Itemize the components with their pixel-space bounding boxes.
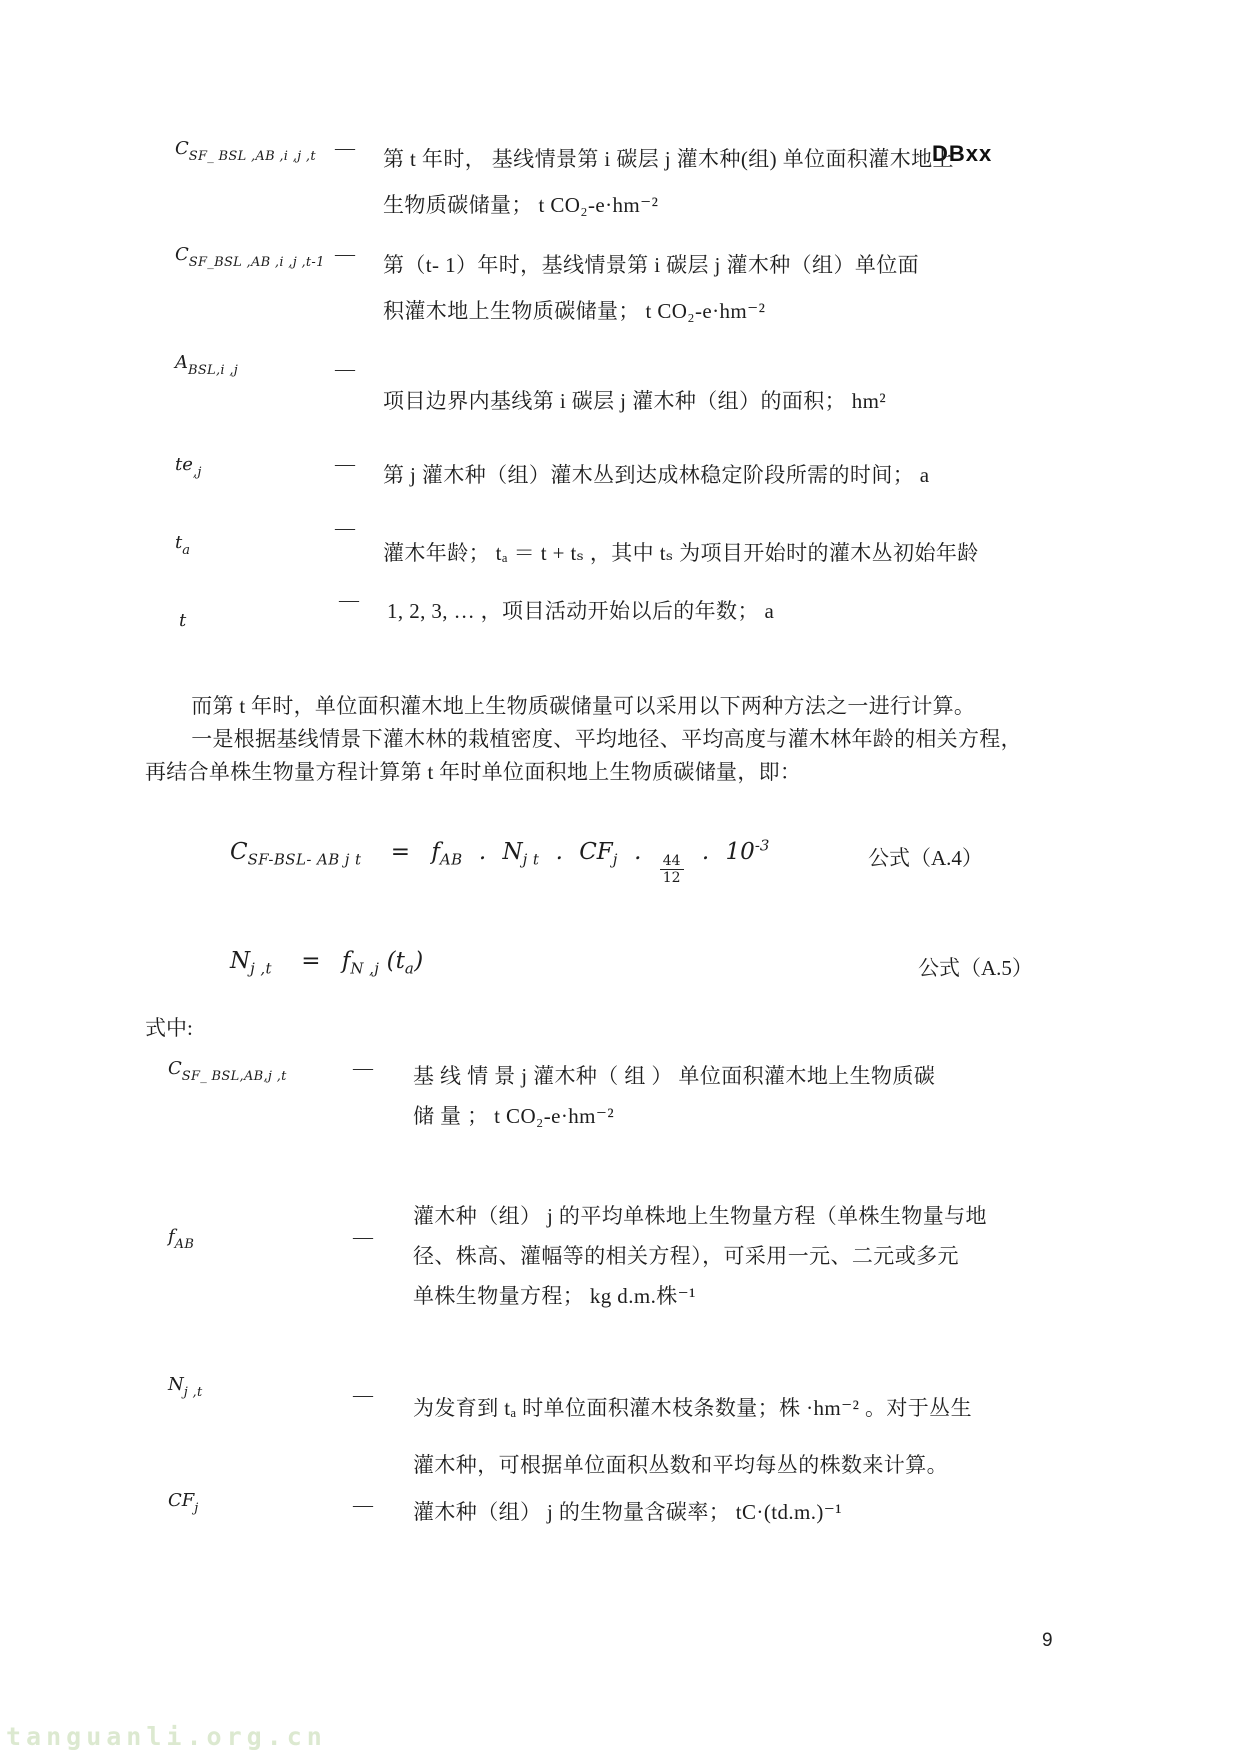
dash-separator: — [335, 137, 355, 159]
definition-text [383, 350, 1115, 424]
equals-sign: = [390, 838, 411, 865]
definition-row [168, 1370, 1108, 1494]
definition-row [175, 588, 1115, 634]
formula-a4-power: $10^{-3}$ [725, 836, 770, 865]
definition-row [175, 516, 1115, 576]
formula-a4-lhs: $C_{SF-BSL- AB j t}$ [230, 838, 362, 869]
multiplication-dot: . [701, 838, 710, 865]
page-number: 9 [1042, 1630, 1053, 1651]
definition-text [413, 1196, 1108, 1316]
definition-line: 灌木种，可根据单位面积丛数和平均每丛的株数来计算。 [413, 1453, 948, 1477]
dash-separator: — [335, 453, 355, 475]
definition-line: 第 t 年时， 基线情景第 i 碳层 j 灌木种(组) 单位面积灌木地上 [383, 147, 954, 171]
dash-separator: — [335, 243, 355, 265]
symbol-label: $t_a$ [175, 532, 191, 558]
formula-a5-fn: $f_{N ,j}$ [341, 948, 380, 978]
formula-a4 [230, 836, 769, 886]
multiplication-dot: . [478, 838, 487, 865]
definition-line: 灌木年龄； tₐ ＝ t + tₛ ，其中 tₛ 为项目开始时的灌木丛初始年龄 [383, 541, 979, 565]
dash-separator: — [353, 1226, 373, 1248]
definition-line: 积灌木地上生物质碳储量； t CO₂-e·hm⁻² [383, 299, 766, 323]
symbol-label: $C_{SF\_BSL ,AB ,i ,j ,t-1}$ [175, 244, 325, 270]
formula-a4-cfj: $CF_j$ [579, 838, 618, 869]
definition-line: 径、株高、灌幅等的相关方程），可采用一元、二元或多元 [413, 1244, 959, 1268]
definition-text [413, 1056, 1108, 1136]
formula-label-a5: 公式（A.5） [918, 956, 1033, 980]
definition-text [383, 242, 1115, 334]
definition-text [383, 516, 1115, 576]
paragraph-line: 一是根据基线情景下灌木林的栽植密度、平均地径、平均高度与灌木林年龄的相关方程， [191, 727, 1022, 751]
definition-row [168, 1056, 1108, 1136]
formula-a4-fab: $f_{AB}$ [431, 838, 463, 869]
definition-row [175, 136, 1115, 228]
symbol-label: $C_{SF\_ BSL ,AB ,i ,j ,t}$ [175, 138, 316, 164]
multiplication-dot: . [555, 838, 563, 865]
definition-line: 单株生物量方程； kg d.m.株⁻¹ [413, 1284, 696, 1308]
definition-line: 灌木种（组） j 的平均单株地上生物量方程（单株生物量与地 [413, 1204, 987, 1228]
definition-line: 生物质碳储量； t CO₂-e·hm⁻² [383, 193, 659, 217]
symbol-label: $A_{BSL,i ,j}$ [175, 352, 239, 378]
definition-line: 基 线 情 景 j 灌木种（ 组 ） 单位面积灌木地上生物质碳 [413, 1064, 936, 1088]
symbol-label: $f_{AB}$ [168, 1226, 195, 1252]
multiplication-dot: . [634, 838, 642, 865]
definition-line: 项目边界内基线第 i 碳层 j 灌木种（组）的面积； hm² [383, 389, 887, 413]
definition-row [175, 242, 1115, 334]
definition-row [168, 1488, 1108, 1532]
dash-separator: — [335, 517, 355, 539]
definition-line: 第（t- 1）年时，基线情景第 i 碳层 j 灌木种（组）单位面 [383, 253, 920, 277]
formula-a4-njt: $N_{j t}$ [502, 838, 540, 869]
definition-row [175, 350, 1115, 424]
formula-a5-lhs: $N_{j ,t}$ [230, 948, 272, 978]
equals-sign: = [301, 948, 321, 974]
symbol-label: $C_{SF\_ BSL,AB,j ,t}$ [168, 1058, 287, 1084]
definition-line: 1, 2, 3, … ，项目活动开始以后的年数； a [387, 599, 775, 623]
definition-line: 为发育到 tₐ 时单位面积灌木枝条数量；株 ·hm⁻² 。对于丛生 [413, 1396, 972, 1420]
db-stamp: DBxx [932, 141, 993, 166]
definition-line: 灌木种（组） j 的生物量含碳率； tC·(td.m.)⁻¹ [413, 1500, 842, 1524]
watermark: tanguanli.org.cn [6, 1722, 327, 1751]
definition-text [413, 1488, 1108, 1532]
paragraph-line: 而第 t 年时，单位面积灌木地上生物质碳储量可以采用以下两种方法之一进行计算。 [191, 694, 976, 718]
dash-separator: — [339, 589, 359, 611]
fraction-44-12: $\frac{44}{12}$ [660, 853, 684, 886]
dash-separator: — [335, 358, 355, 380]
body-paragraph [145, 690, 1110, 789]
definition-row [168, 1196, 1108, 1316]
section-label-where: 式中: [145, 1016, 193, 1040]
dash-separator: — [353, 1384, 373, 1406]
paragraph-line: 再结合单株生物量方程计算第 t 年时单位面积地上生物质碳储量，即： [145, 760, 802, 784]
definition-text [387, 588, 1115, 634]
definition-line: 储 量 ； t CO₂-e·hm⁻² [413, 1104, 615, 1128]
symbol-label: $N_{j ,t}$ [168, 1374, 203, 1400]
definition-text [413, 1370, 1108, 1494]
definition-text [383, 136, 1115, 228]
symbol-label: $CF_j$ [168, 1490, 199, 1516]
dash-separator: — [353, 1057, 373, 1079]
formula-a5 [230, 948, 423, 978]
symbol-label: $te_{,j}$ [175, 454, 202, 480]
definition-line: 第 j 灌木种（组）灌木丛到达成林稳定阶段所需的时间； a [383, 463, 930, 487]
definition-row [175, 452, 1115, 498]
formula-a5-arg: $(t_a)$ [386, 948, 424, 978]
dash-separator: — [353, 1494, 373, 1516]
definition-text [383, 452, 1115, 498]
symbol-label: t [179, 610, 187, 631]
formula-label-a4: 公式（A.4） [868, 846, 983, 870]
